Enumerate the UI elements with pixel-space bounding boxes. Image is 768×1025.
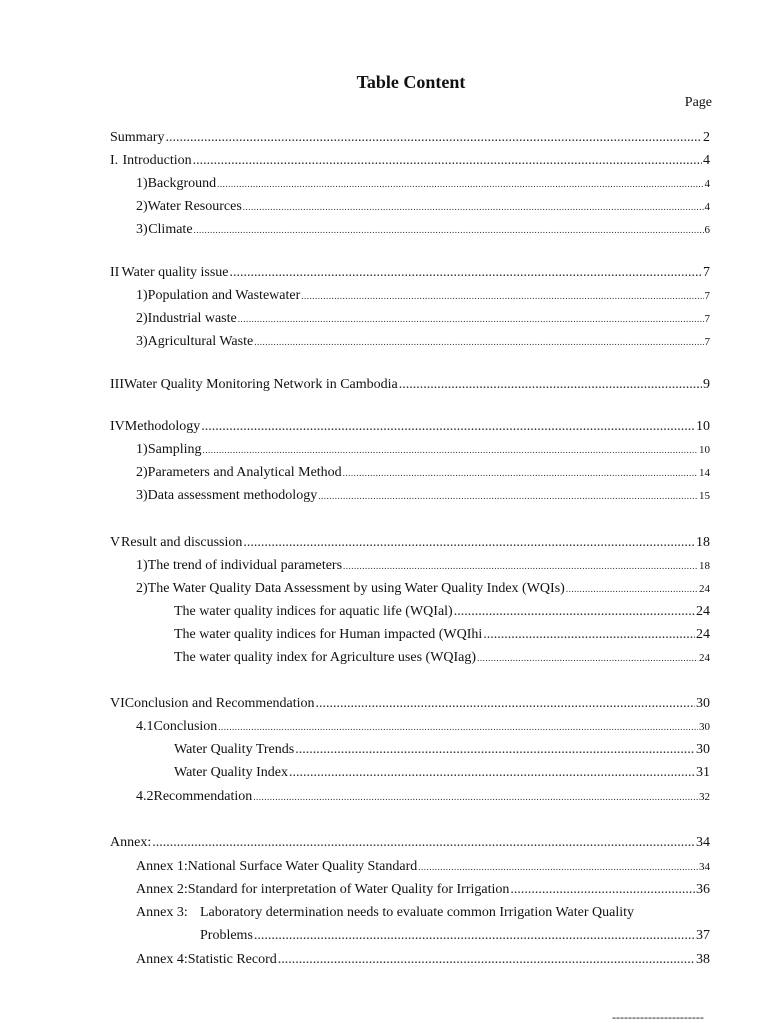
leader-dots [152,833,695,853]
toc-entry-text: Agricultural Waste [147,334,254,349]
toc-entry-text: Population and Wastewater [147,288,301,303]
toc-entry-annex-1[interactable] [136,857,710,877]
toc-entry-number: 2) [136,465,148,480]
toc-entry-annex[interactable] [110,833,710,853]
toc-entry-number: I. [110,153,119,168]
toc-entry-number: 4.1 [136,719,154,734]
toc-entry-number: III [110,377,124,392]
toc-entry-annex-4[interactable] [136,950,710,970]
toc-entry-number: Annex 4: [136,952,188,967]
leader-dots [566,579,698,599]
toc-entry-page: 36 [696,882,710,897]
toc-entry-agricultural-waste[interactable] [136,332,710,352]
toc-entry-number: 1) [136,558,148,573]
toc-entry-climate[interactable] [136,220,710,240]
leader-dots [483,625,695,645]
leader-dots [203,440,698,460]
leader-dots [295,740,695,760]
toc-entry-industrial-waste[interactable] [136,309,710,329]
toc-entry-page: 34 [699,861,710,873]
toc-entry-number: V [110,535,121,550]
toc-entry-number: 1) [136,442,148,457]
toc-entry-page: 38 [696,952,710,967]
toc-entry-page: 4 [704,178,710,190]
toc-entry-annex-3-line-1[interactable] [136,903,634,923]
toc-entry-text: Water Resources [147,199,242,214]
toc-entry-text: Introduction [122,153,192,168]
toc-entry-text: Recommendation [153,789,253,804]
toc-entry-page: 24 [699,652,710,664]
leader-dots [477,648,698,668]
toc-entry-page: 7 [704,313,710,325]
toc-entry-text: National Surface Water Quality Standard [187,859,418,874]
toc-entry-page: 34 [696,835,710,850]
toc-entry-introduction[interactable] [110,151,710,171]
toc-entry-conclusion-recommendation[interactable] [110,694,710,714]
toc-entry-page: 7 [704,290,710,302]
toc-entry-text: The water quality index for Agriculture uses (WQIag) [174,650,477,665]
toc-entry-water-quality-issue[interactable] [110,263,710,283]
toc-entry-text: Sampling [147,442,202,457]
toc-entry-page: 31 [696,765,710,780]
toc-entry-number: 3) [136,488,148,503]
toc-entry-wqihi[interactable] [174,625,710,645]
toc-entry-page: 10 [699,444,710,456]
toc-entry-text: Problems [200,928,253,943]
toc-entry-text: Annex: [110,835,152,850]
leader-dots [217,174,703,194]
leader-dots [230,263,702,283]
toc-entry-page: 24 [696,627,710,642]
toc-entry-monitoring-network[interactable] [110,375,710,395]
leader-dots [278,950,695,970]
leader-dots [343,556,698,576]
toc-entry-text: The water quality indices for Human impacted (WQIhi [174,627,483,642]
toc-entry-text: Climate [148,222,193,237]
toc-entry-number: 3) [136,334,148,349]
toc-entry-conclusion[interactable] [136,717,710,737]
toc-entry-number: Annex 3: [136,905,188,920]
toc-entry-number: 2) [136,199,148,214]
toc-entry-population-wastewater[interactable] [136,286,710,306]
toc-entry-page: 15 [699,490,710,502]
toc-entry-page: 30 [696,742,710,757]
toc-entry-wqiag[interactable] [174,648,710,668]
toc-entry-text: Water Quality Trends [174,742,295,757]
toc-entry-page: 30 [696,696,710,711]
toc-entry-annex-3-line-2[interactable] [200,926,710,946]
toc-entry-text: Water quality issue [121,265,229,280]
toc-entry-page: 32 [699,791,710,803]
toc-entry-recommendation[interactable] [136,787,710,807]
toc-entry-text: Conclusion and Recommendation [124,696,315,711]
toc-entry-number: VI [110,696,125,711]
leader-dots [454,602,695,622]
toc-entry-text: Summary [110,130,165,145]
toc-entry-page: 18 [699,560,710,572]
toc-entry-page: 6 [704,224,710,236]
toc-entry-number: II [110,265,120,280]
toc-entry-page: 4 [704,201,710,213]
toc-entry-number: 2) [136,311,148,326]
leader-dots [218,717,698,737]
toc-entry-parameters[interactable] [136,463,710,483]
toc-entry-number: 4.2 [136,789,154,804]
toc-entry-text: Background [147,176,217,191]
toc-entry-wqi-assessment[interactable] [136,579,710,599]
toc-entry-page: 14 [699,467,710,479]
footer-separator: ----------------------- [612,1010,704,1024]
toc-entry-text: Water Quality Index [174,765,288,780]
toc-entry-page: 30 [699,721,710,733]
toc-entry-number: 3) [136,222,148,237]
leader-dots [301,286,703,306]
toc-entry-page: 37 [696,928,710,943]
leader-dots [316,694,695,714]
toc-entry-text: Result and discussion [121,535,243,550]
leader-dots [289,763,695,783]
toc-entry-text: Conclusion [153,719,218,734]
leader-dots [243,533,695,553]
leader-dots [243,197,704,217]
toc-entry-number: IV [110,419,125,434]
toc-entry-number: 2) [136,581,148,596]
leader-dots [165,128,702,148]
toc-entry-page: 24 [699,583,710,595]
toc-entry-page: 10 [696,419,710,434]
leader-dots [254,926,695,946]
toc-entry-wq-trends[interactable] [174,740,710,760]
toc-entry-page: 7 [704,336,710,348]
toc-entry-page: 9 [703,377,710,392]
toc-entry-page: 4 [703,153,710,168]
toc-entry-page: 24 [696,604,710,619]
toc-entry-methodology[interactable] [110,417,710,437]
toc-entry-result-discussion[interactable] [110,533,710,553]
leader-dots [510,880,695,900]
leader-dots [318,486,698,506]
leader-dots [194,220,704,240]
toc-entry-text: Industrial waste [147,311,237,326]
leader-dots [238,309,704,329]
toc-entry-page: 2 [703,130,710,145]
toc-entry-summary[interactable] [110,128,710,148]
toc-entry-text: Water Quality Monitoring Network in Cambodia [124,377,398,392]
toc-entry-text: The trend of individual parameters [147,558,343,573]
toc-entry-text: Data assessment methodology [147,488,318,503]
toc-entry-number: Annex 2: [136,882,188,897]
leader-dots [254,332,703,352]
toc-entry-text: The Water Quality Data Assessment by using Water Quality Index (WQIs) [147,581,565,596]
toc-entry-text: Statistic Record [187,952,277,967]
toc-title: Table Content [356,72,466,92]
toc-entry-text: Laboratory determination needs to evaluate common Irrigation Water Quality [200,905,635,920]
leader-dots [253,787,698,807]
toc-entry-annex-2[interactable] [136,880,710,900]
page-column-header: Page [684,95,712,110]
toc-entry-water-resources[interactable] [136,197,710,217]
toc-entry-page: 7 [703,265,710,280]
toc-entry-sampling[interactable] [136,440,710,460]
toc-entry-number: 1) [136,176,148,191]
leader-dots [399,375,702,395]
toc-entry-text: Standard for interpretation of Water Quality for Irrigation [187,882,510,897]
leader-dots [418,857,698,877]
toc-entry-wq-index[interactable] [174,763,710,783]
toc-entry-background[interactable] [136,174,710,194]
toc-entry-wqial[interactable] [174,602,710,622]
leader-dots [193,151,702,171]
toc-entry-text: Parameters and Analytical Method [147,465,342,480]
toc-entry-number: 1) [136,288,148,303]
toc-entry-page: 18 [696,535,710,550]
toc-entry-data-assessment[interactable] [136,486,710,506]
toc-entry-trend[interactable] [136,556,710,576]
leader-dots [201,417,695,437]
toc-entry-text: The water quality indices for aquatic life (WQIal) [174,604,453,619]
toc-entry-text: Methodology [124,419,201,434]
leader-dots [343,463,698,483]
toc-entry-number: Annex 1: [136,859,188,874]
